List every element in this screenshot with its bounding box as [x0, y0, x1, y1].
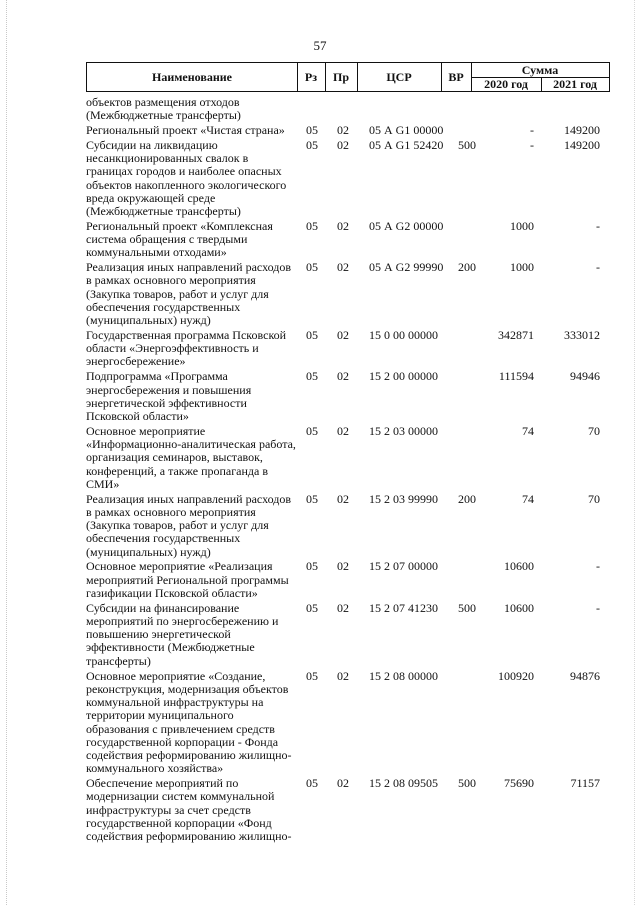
row-amount-2021: - [596, 218, 600, 233]
row-amount-2021: 149200 [564, 137, 600, 152]
row-csr: 05 А G1 52420 [369, 137, 444, 152]
row-rz: 05 [306, 369, 318, 384]
table-row [86, 220, 610, 261]
row-csr: 15 2 07 00000 [369, 559, 438, 574]
row-pr: 02 [337, 369, 349, 384]
row-csr: 15 2 03 00000 [369, 423, 438, 438]
row-amount-2021: 71157 [570, 776, 600, 791]
row-rz: 05 [306, 600, 318, 615]
row-pr: 02 [337, 218, 349, 233]
row-amount-2020: 111594 [498, 369, 534, 384]
row-amount-2021: 94876 [570, 668, 600, 683]
row-csr: 15 2 08 09505 [369, 776, 438, 791]
row-name: Региональный проект «Чистая страна» [86, 123, 285, 138]
table-row [86, 96, 610, 124]
row-name: Обеспечение мероприятий по модернизации систем коммунальной инфраструктуры за счет средств государственной корпорации «Фонд содействия реформированию жилищно- [86, 776, 292, 844]
row-amount-2021: 94946 [570, 369, 600, 384]
row-name: Реализация иных направлений расходов в рамках основного мероприятия (Закупка товаров, работ и услуг для обеспечения государственных (муниципальных) нужд) [86, 491, 292, 559]
row-rz: 05 [306, 137, 318, 152]
row-pr: 02 [337, 137, 349, 152]
row-name: Основное мероприятие «Информационно-аналитическая работа, организация семинаров, выставок, конференций, а также пропаганда в СМИ» [86, 423, 296, 491]
row-amount-2020: 1000 [510, 218, 534, 233]
row-name: Основное мероприятие «Создание, реконструкция, модернизация объектов коммунальной инфраструктуры на территории муниципального образования с привлечением средств государственной корпорации - Фонда содействия реформированию жилищно-коммунального хозяйства» [86, 668, 292, 776]
row-amount-2021: - [596, 260, 600, 275]
budget-table-body [86, 96, 610, 845]
table-row [86, 670, 610, 778]
row-csr: 15 2 08 00000 [369, 668, 438, 683]
page-number: 57 [313, 38, 327, 53]
row-vr: 200 [458, 260, 476, 275]
row-pr: 02 [337, 559, 349, 574]
row-rz: 05 [306, 260, 318, 275]
header-name: Наименование [87, 63, 298, 91]
table-row [86, 124, 610, 139]
row-name: Государственная программа Псковской области «Энергоэффективность и энергосбережение» [86, 327, 287, 369]
row-amount-2021: 70 [588, 491, 600, 506]
row-amount-2020: - [530, 137, 534, 152]
row-csr: 15 2 00 00000 [369, 369, 438, 384]
row-vr: 500 [458, 776, 476, 791]
row-rz: 05 [306, 559, 318, 574]
row-rz: 05 [306, 491, 318, 506]
row-amount-2020: 74 [522, 423, 534, 438]
row-vr: 200 [458, 491, 476, 506]
table-row [86, 370, 610, 425]
row-amount-2020: 75690 [504, 776, 534, 791]
table-row [86, 560, 610, 601]
row-amount-2021: - [596, 559, 600, 574]
table-row [86, 602, 610, 670]
row-csr: 05 А G1 00000 [369, 123, 444, 138]
header-year-2021: 2021 год [553, 77, 597, 91]
row-name: Региональный проект «Комплексная система обращения с твердыми коммунальными отходами» [86, 218, 273, 260]
header-pr: Пр [325, 63, 358, 91]
row-vr: 500 [458, 137, 476, 152]
header-vr: ВР [441, 63, 472, 91]
row-pr: 02 [337, 776, 349, 791]
row-amount-2020: 342871 [498, 327, 534, 342]
row-csr: 15 2 03 99990 [369, 491, 438, 506]
row-rz: 05 [306, 327, 318, 342]
row-name: объектов размещения отходов (Межбюджетные трансферты) [86, 95, 241, 123]
row-pr: 02 [337, 423, 349, 438]
row-amount-2020: 100920 [498, 668, 534, 683]
row-vr: 500 [458, 600, 476, 615]
scan-edge-left [6, 0, 8, 905]
row-amount-2020: - [530, 123, 534, 138]
row-csr: 05 А G2 00000 [369, 218, 444, 233]
row-pr: 02 [337, 491, 349, 506]
row-amount-2020: 10600 [504, 559, 534, 574]
row-amount-2021: 70 [588, 423, 600, 438]
table-row [86, 329, 610, 370]
row-rz: 05 [306, 776, 318, 791]
row-pr: 02 [337, 668, 349, 683]
row-pr: 02 [337, 327, 349, 342]
scan-edge-right [634, 0, 636, 905]
row-amount-2021: 333012 [564, 327, 600, 342]
row-name: Субсидии на финансирование мероприятий по энергосбережению и повышению энергетической эффективности (Межбюджетные трансферты) [86, 600, 279, 668]
row-csr: 15 0 00 00000 [369, 327, 438, 342]
header-rz: Рз [297, 63, 326, 91]
row-rz: 05 [306, 218, 318, 233]
row-rz: 05 [306, 123, 318, 138]
row-amount-2021: - [596, 600, 600, 615]
row-pr: 02 [337, 260, 349, 275]
row-amount-2020: 74 [522, 491, 534, 506]
header-year-2020: 2020 год [471, 77, 542, 91]
table-row [86, 777, 610, 845]
table-row [86, 261, 610, 329]
row-name: Подпрограмма «Программа энергосбережения и повышения энергетической эффективности Псковской области» [86, 369, 252, 424]
row-csr: 15 2 07 41230 [369, 600, 438, 615]
header-csr: ЦСР [357, 63, 442, 91]
table-row [86, 493, 610, 561]
row-name: Основное мероприятие «Реализация мероприятий Региональной программы газификации Псковской области» [86, 559, 289, 600]
row-amount-2021: 149200 [564, 123, 600, 138]
table-row [86, 139, 610, 220]
row-pr: 02 [337, 123, 349, 138]
header-sum: Сумма [471, 63, 609, 78]
row-rz: 05 [306, 423, 318, 438]
row-pr: 02 [337, 600, 349, 615]
row-amount-2020: 1000 [510, 260, 534, 275]
row-name: Субсидии на ликвидацию несанкционированных свалок в границах городов и наиболее опасных объектов накопленного экологического вреда окружающей среде (Межбюджетные трансферты) [86, 137, 287, 219]
row-amount-2020: 10600 [504, 600, 534, 615]
table-header [86, 62, 610, 92]
row-rz: 05 [306, 668, 318, 683]
row-name: Реализация иных направлений расходов в рамках основного мероприятия (Закупка товаров, работ и услуг для обеспечения государственных (муниципальных) нужд) [86, 260, 292, 328]
table-row [86, 425, 610, 493]
row-csr: 05 А G2 99990 [369, 260, 444, 275]
